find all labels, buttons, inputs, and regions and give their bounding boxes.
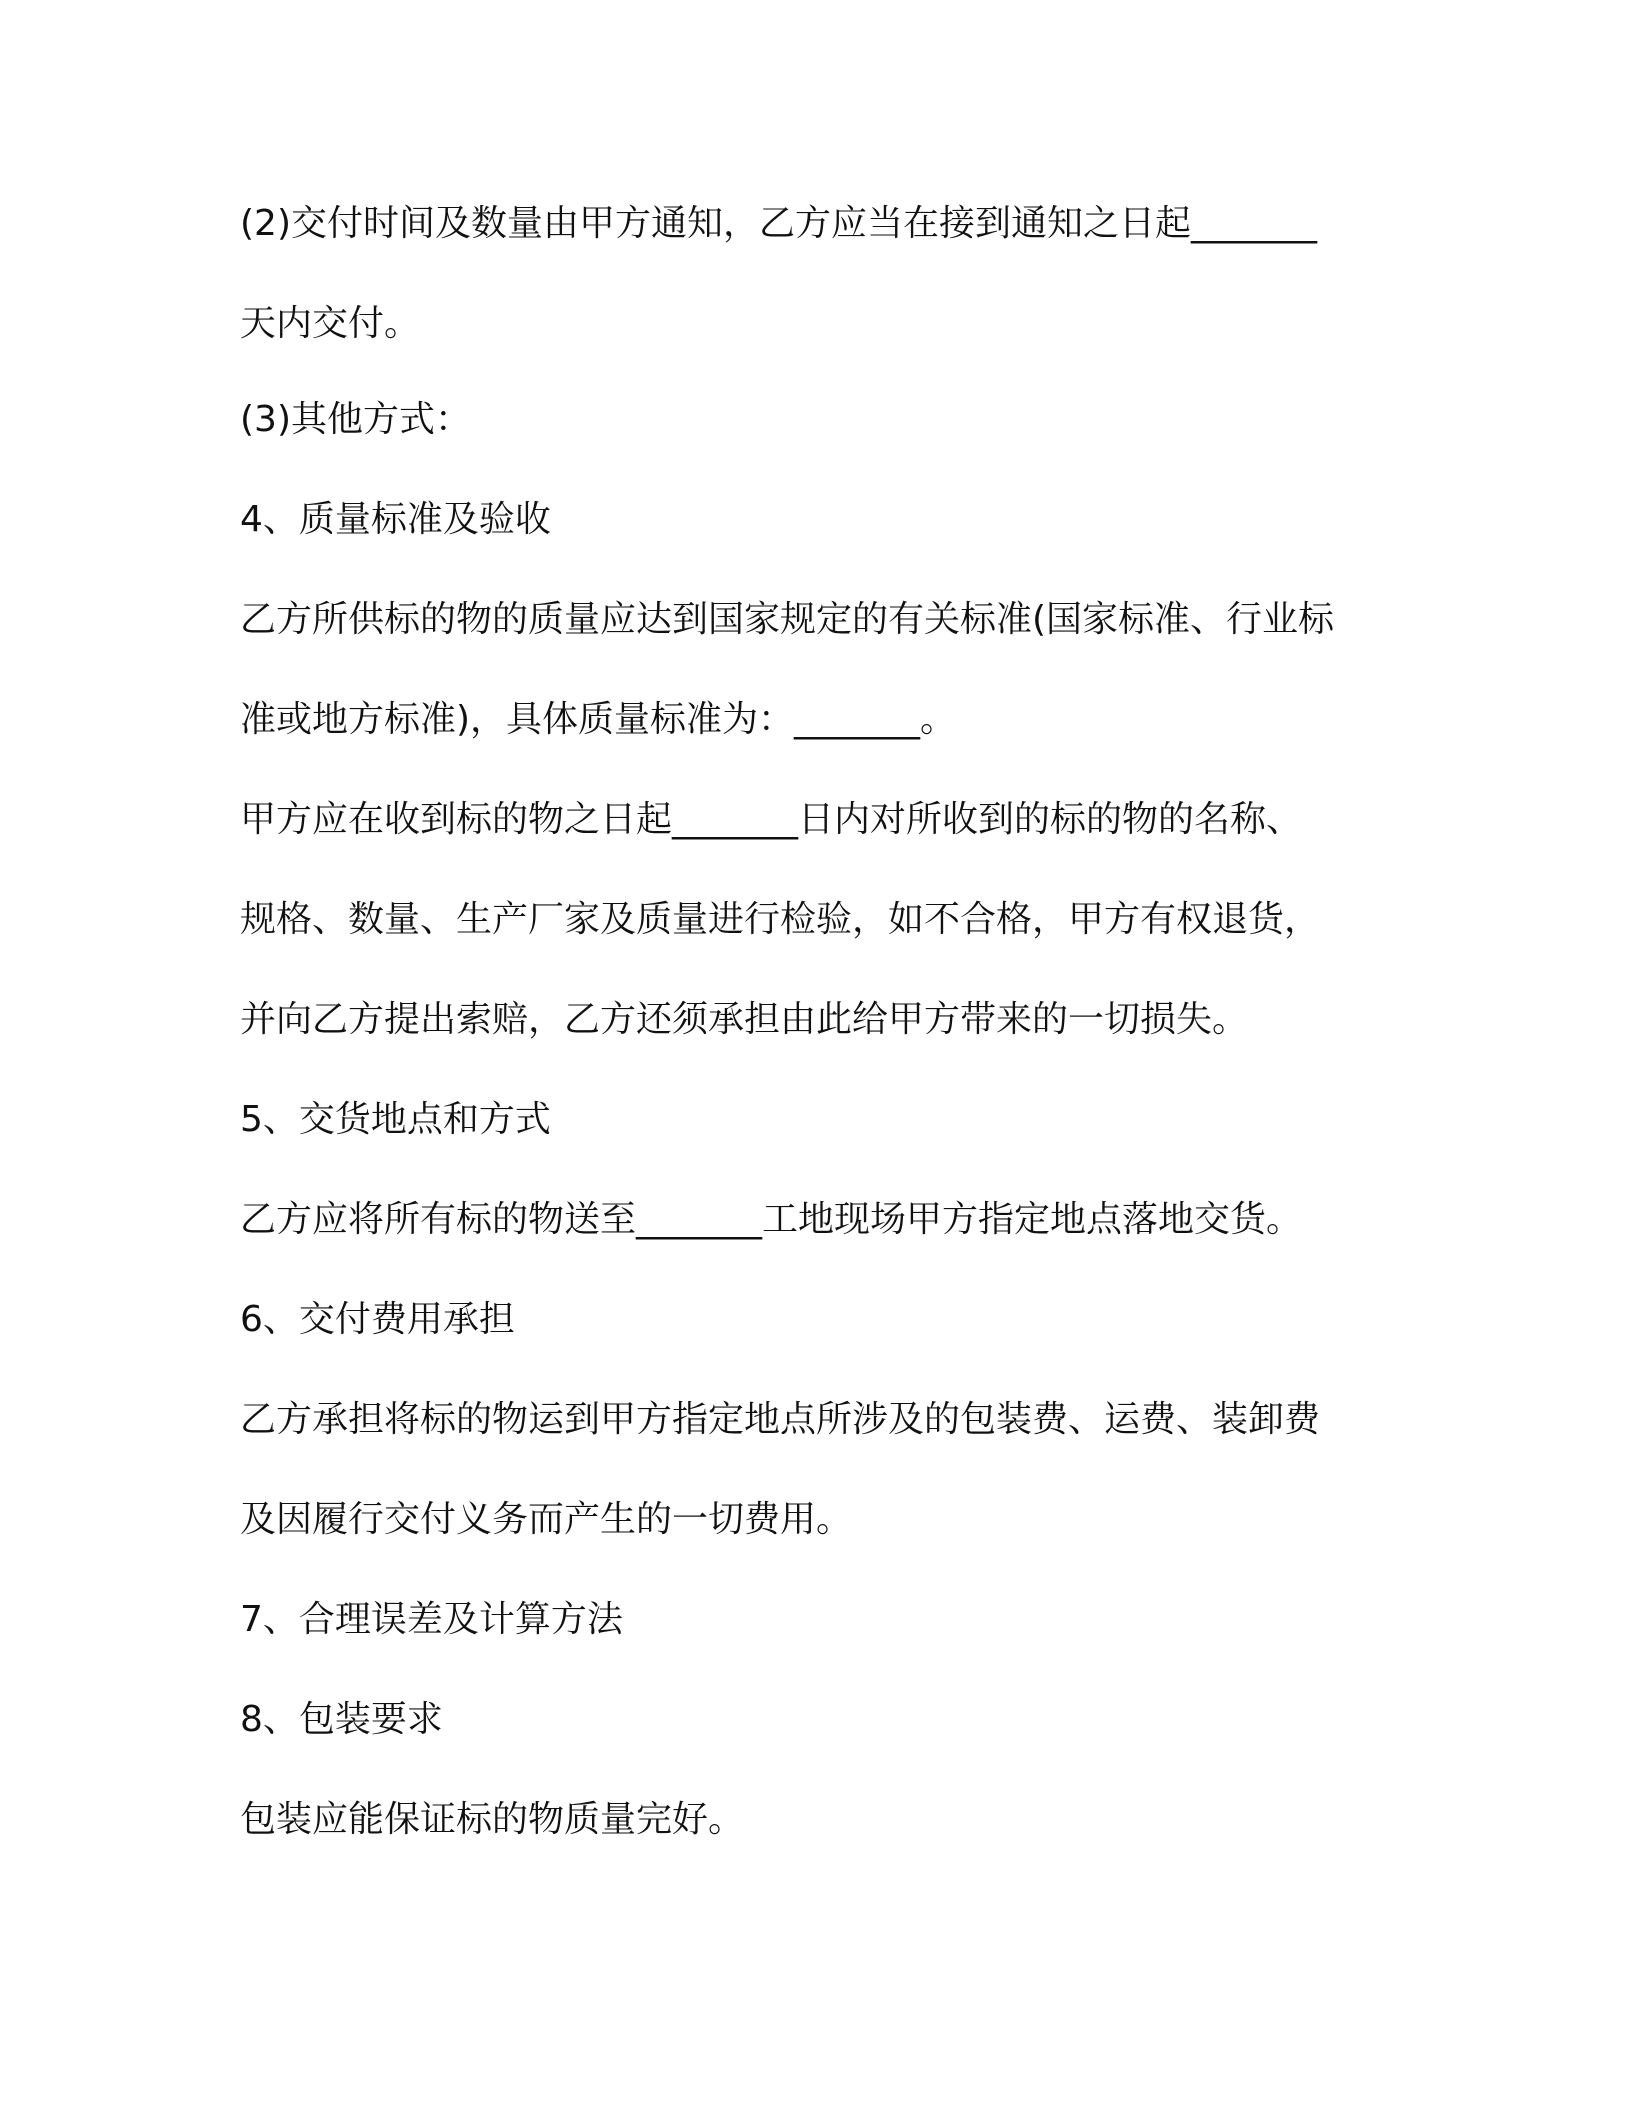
paragraph-inspection-line-1: 甲方应在收到标的物之日起_______日内对所收到的标的物的名称、 [240,799,1303,840]
heading-delivery-costs: 6、交付费用承担 [240,1299,515,1340]
heading-delivery-place: 5、交货地点和方式 [240,1099,551,1140]
paragraph-other-methods: (3)其他方式： [240,399,471,440]
paragraph-delivery-time-line-1: (2)交付时间及数量由甲方通知，乙方应当在接到通知之日起_______ [240,203,1317,244]
paragraph-delivery-place: 乙方应将所有标的物送至_______工地现场甲方指定地点落地交货。 [240,1199,1303,1240]
paragraph-quality-line-2: 准或地方标准)，具体质量标准为：_______。 [240,699,957,740]
paragraph-packaging: 包装应能保证标的物质量完好。 [240,1799,745,1840]
heading-packaging: 8、包装要求 [240,1699,443,1740]
paragraph-inspection-line-3: 并向乙方提出索赔，乙方还须承担由此给甲方带来的一切损失。 [240,999,1249,1040]
paragraph-inspection-line-2: 规格、数量、生产厂家及质量进行检验，如不合格，甲方有权退货， [240,899,1321,940]
paragraph-delivery-time-line-2: 天内交付。 [240,303,421,344]
paragraph-delivery-costs-line-1: 乙方承担将标的物运到甲方指定地点所涉及的包装费、运费、装卸费 [240,1399,1321,1440]
heading-quality-standard: 4、质量标准及验收 [240,499,551,540]
heading-tolerance: 7、合理误差及计算方法 [240,1599,623,1640]
paragraph-delivery-costs-line-2: 及因履行交付义务而产生的一切费用。 [240,1499,853,1540]
paragraph-quality-line-1: 乙方所供标的物的质量应达到国家规定的有关标准(国家标准、行业标 [240,599,1335,640]
